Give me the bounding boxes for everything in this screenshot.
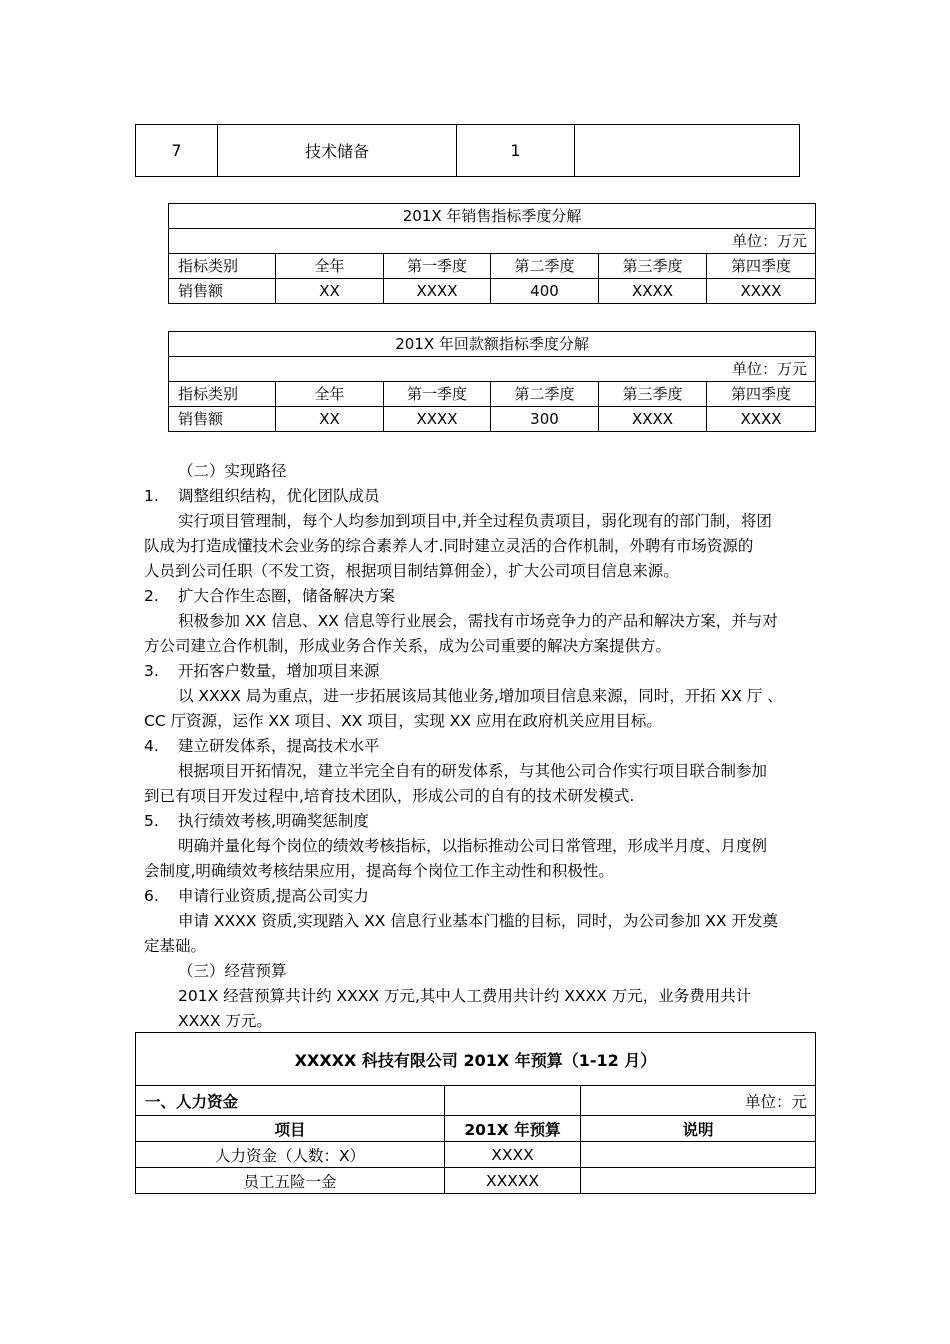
column-header: 指标类别 <box>169 254 276 279</box>
paragraph-line: 明确并量化每个岗位的绩效考核指标，以指标推动公司日常管理，形成半月度、月度例 <box>178 837 768 855</box>
table-header-row <box>169 382 816 407</box>
paragraph-line: CC 厅资源，运作 XX 项目、XX 项目，实现 XX 应用在政府机关应用目标。 <box>144 712 662 730</box>
table-cell: XX <box>276 279 384 304</box>
column-header: 第二季度 <box>491 254 599 279</box>
column-header: 第一季度 <box>384 382 491 407</box>
item-heading: 6. 申请行业资质,提高公司实力 <box>144 887 369 905</box>
column-header: 第四季度 <box>707 382 816 407</box>
table-cell: XXXX <box>599 407 707 432</box>
budget-table <box>135 1032 816 1194</box>
paragraph-line: 会制度,明确绩效考核结果应用，提高每个岗位工作主动性和积极性。 <box>144 862 614 880</box>
table-cell: XX <box>276 407 384 432</box>
row-note <box>575 125 800 177</box>
table-cell: 400 <box>491 279 599 304</box>
table-cell: XXXX <box>599 279 707 304</box>
table-cell: 销售额 <box>169 279 276 304</box>
table-cell: XXXX <box>384 407 491 432</box>
table-cell: XXXXX <box>445 1168 581 1194</box>
paragraph-line: 根据项目开拓情况，建立半完全自有的研发体系，与其他公司合作实行项目联合制参加 <box>178 762 768 780</box>
column-header: 第三季度 <box>599 254 707 279</box>
table-cell: XXXX <box>707 407 816 432</box>
table-row <box>136 1142 816 1168</box>
unit-label: 单位：元 <box>581 1086 816 1116</box>
row-quantity: 1 <box>457 125 575 177</box>
table-title: 201X 年回款额指标季度分解 <box>169 332 816 357</box>
sales-quarterly-table <box>168 203 816 304</box>
table-row <box>169 279 816 304</box>
unit-label: 单位：万元 <box>169 229 816 254</box>
paragraph-line: 队成为打造成懂技术会业务的综合素养人才.同时建立灵活的合作机制，外聘有市场资源的 <box>144 537 754 555</box>
column-header: 全年 <box>276 382 384 407</box>
paragraph-line: XXXX 万元。 <box>178 1012 272 1030</box>
item-heading: 1. 调整组织结构，优化团队成员 <box>144 487 380 505</box>
table-cell <box>581 1142 816 1168</box>
table-header-row <box>169 254 816 279</box>
table-cell: 员工五险一金 <box>136 1168 445 1194</box>
section-heading: （三）经营预算 <box>178 962 287 980</box>
paragraph-line: 到已有项目开发过程中,培育技术团队，形成公司的自有的技术研发模式. <box>144 787 635 805</box>
paragraph-line: 人员到公司任职（不发工资，根据项目制结算佣金），扩大公司项目信息来源。 <box>144 562 679 580</box>
column-header: 第四季度 <box>707 254 816 279</box>
table-cell: XXXX <box>384 279 491 304</box>
table-row <box>169 407 816 432</box>
row-number: 7 <box>136 125 218 177</box>
item-heading: 5. 执行绩效考核,明确奖惩制度 <box>144 812 369 830</box>
column-header: 全年 <box>276 254 384 279</box>
item-heading: 4. 建立研发体系，提高技术水平 <box>144 737 380 755</box>
column-header: 说明 <box>581 1116 816 1142</box>
table-cell <box>581 1168 816 1194</box>
unit-label: 单位：万元 <box>169 357 816 382</box>
table-cell: 人力资金（人数：X） <box>136 1142 445 1168</box>
paragraph-line: 申请 XXXX 资质,实现踏入 XX 信息行业基本门槛的目标，同时，为公司参加 XX 开发奠 <box>178 912 778 930</box>
top-table <box>135 124 800 177</box>
paragraph-line: 积极参加 XX 信息、XX 信息等行业展会，需找有市场竞争力的产品和解决方案，并与对 <box>178 612 778 630</box>
row-name: 技术储备 <box>218 125 457 177</box>
paragraph-line: 201X 经营预算共计约 XXXX 万元,其中人工费用共计约 XXXX 万元，业务费用共计 <box>178 987 752 1005</box>
refund-quarterly-table <box>168 331 816 432</box>
column-header: 201X 年预算 <box>445 1116 581 1142</box>
item-heading: 2. 扩大合作生态圈，储备解决方案 <box>144 587 396 605</box>
table-row <box>136 125 800 177</box>
table-title: XXXXX 科技有限公司 201X 年预算（1-12 月） <box>136 1033 816 1086</box>
column-header: 第三季度 <box>599 382 707 407</box>
column-header: 项目 <box>136 1116 445 1142</box>
column-header: 指标类别 <box>169 382 276 407</box>
table-title: 201X 年销售指标季度分解 <box>169 204 816 229</box>
table-cell: XXXX <box>445 1142 581 1168</box>
paragraph-line: 以 XXXX 局为重点，进一步拓展该局其他业务,增加项目信息来源，同时，开拓 XX 厅 、 <box>178 687 783 705</box>
paragraph-line: 方公司建立合作机制，形成业务合作关系，成为公司重要的解决方案提供方。 <box>144 637 672 655</box>
table-cell <box>445 1086 581 1116</box>
section-heading: （二）实现路径 <box>178 462 287 480</box>
paragraph-line: 实行项目管理制，每个人均参加到项目中,并全过程负责项目，弱化现有的部门制，将团 <box>178 512 772 530</box>
section-label: 一、人力资金 <box>136 1086 445 1116</box>
item-heading: 3. 开拓客户数量，增加项目来源 <box>144 662 380 680</box>
table-cell: XXXX <box>707 279 816 304</box>
table-cell: 300 <box>491 407 599 432</box>
column-header: 第一季度 <box>384 254 491 279</box>
table-row <box>136 1168 816 1194</box>
table-header-row <box>136 1116 816 1142</box>
paragraph-line: 定基础。 <box>144 937 207 955</box>
column-header: 第二季度 <box>491 382 599 407</box>
table-cell: 销售额 <box>169 407 276 432</box>
